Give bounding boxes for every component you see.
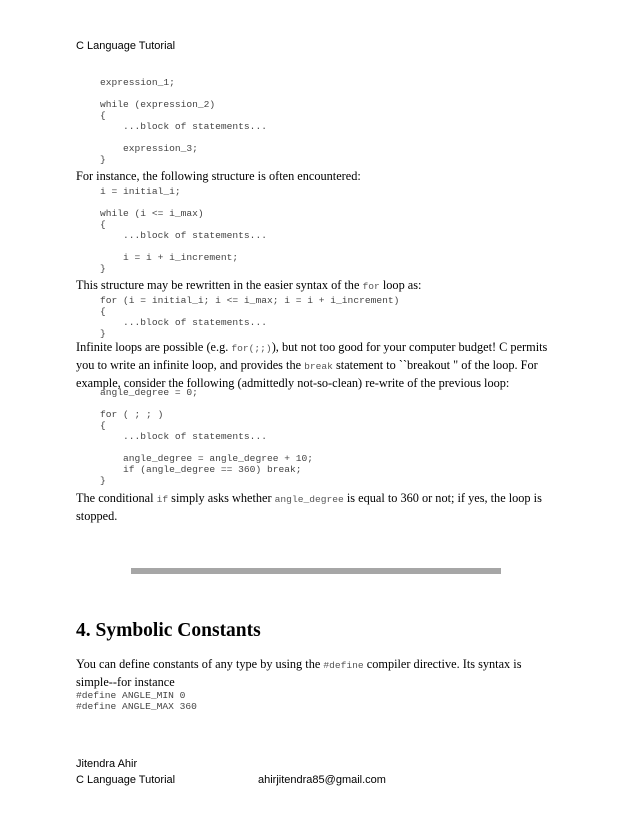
code-block-1-line: } (100, 154, 106, 165)
p4-line-1 (76, 490, 562, 508)
code-block-5-line: #define ANGLE_MIN 0 (76, 690, 186, 701)
p3-line2-after: statement to ``breakout " of the loop. For (332, 358, 538, 372)
code-block-4-line: if (angle_degree == 360) break; (100, 464, 302, 475)
code-block-2-line: { (100, 219, 106, 230)
code-block-2 (100, 186, 267, 274)
code-block-1-line: ...block of statements... (100, 121, 267, 132)
p2-inline-code: for (362, 281, 380, 292)
code-block-2-line (100, 197, 267, 208)
code-block-3 (100, 295, 399, 339)
code-block-4-line: angle_degree = angle_degree + 10; (100, 453, 314, 464)
p4-inline-code-angle: angle_degree (274, 494, 344, 505)
p5-line1-after: compiler directive. Its syntax is (363, 657, 522, 671)
section-heading: 4. Symbolic Constants (76, 620, 261, 641)
code-block-2-line: i = initial_i; (100, 186, 181, 197)
p3-line2-before: you to write an infinite loop, and provides the (76, 358, 305, 372)
code-block-2-line: while (i <= i_max) (100, 208, 204, 219)
code-block-4-line: { (100, 420, 106, 431)
code-block-1-line: expression_1; (100, 77, 175, 88)
code-block-3-line: for (i = initial_i; i <= i_max; i = i + i_increment) (100, 295, 400, 306)
code-block-3-line: ...block of statements... (100, 317, 267, 328)
paragraph-3 (76, 339, 562, 392)
code-block-2-line: i = i + i_increment; (100, 252, 239, 263)
p3-inline-code-for: for(;;) (231, 343, 272, 354)
code-block-2-line: } (100, 263, 106, 274)
p5-inline-code-define: #define (323, 660, 364, 671)
p3-line-3: example, consider the following (admittedly not-so-clean) re-write of the previous loop: (76, 376, 510, 390)
code-block-3-line: { (100, 306, 106, 317)
code-block-1-line (100, 132, 267, 143)
section-divider (131, 568, 501, 574)
code-block-1-line: expression_3; (100, 143, 198, 154)
p3-line-2 (76, 357, 562, 375)
code-block-4-line: } (100, 475, 106, 486)
p5-line1-before: You can define constants of any type by using the (76, 657, 324, 671)
code-block-2-line: ...block of statements... (100, 230, 267, 241)
p3-line1-before: Infinite loops are possible (e.g. (76, 340, 232, 354)
paragraph-2 (76, 277, 562, 295)
p2-text-after: loop as: (379, 278, 422, 292)
code-block-4-line (100, 442, 313, 453)
paragraph-5 (76, 656, 562, 691)
code-block-4 (100, 387, 313, 486)
p3-inline-code-break: break (304, 361, 333, 372)
paragraph-1: For instance, the following structure is often encountered: (76, 169, 361, 183)
p4-line1-before: The conditional (76, 491, 157, 505)
p3-line-1 (76, 339, 562, 357)
footer-email: ahirjitendra85@gmail.com (258, 774, 386, 786)
code-block-4-line (100, 398, 313, 409)
code-block-4-line: for ( ; ; ) (100, 409, 164, 420)
p5-line-1 (76, 656, 562, 674)
code-block-1-line (100, 88, 267, 99)
code-block-1-line: while (expression_2) (100, 99, 216, 110)
page-header-title: C Language Tutorial (76, 40, 176, 52)
code-block-2-line (100, 241, 267, 252)
p4-line1-mid: simply asks whether (168, 491, 275, 505)
p5-line-2: simple--for instance (76, 675, 175, 689)
footer-author: Jitendra Ahir (76, 758, 138, 770)
code-block-3-line: } (100, 328, 106, 339)
footer-title: C Language Tutorial (76, 774, 176, 786)
code-block-4-line: angle_degree = 0; (100, 387, 198, 398)
code-block-5-line: #define ANGLE_MAX 360 (76, 701, 197, 712)
p3-line1-after: ), but not too good for your computer budget! C permits (271, 340, 548, 354)
p2-text-before: This structure may be rewritten in the easier syntax of the (76, 278, 363, 292)
paragraph-4 (76, 490, 562, 525)
p4-line1-after: is equal to 360 or not; if yes, the loop is (343, 491, 542, 505)
p4-line-2: stopped. (76, 509, 118, 523)
code-block-4-line: ...block of statements... (100, 431, 267, 442)
code-block-5 (76, 690, 197, 712)
p4-inline-code-if: if (156, 494, 169, 505)
code-block-1 (100, 77, 267, 165)
code-block-1-line: { (100, 110, 106, 121)
